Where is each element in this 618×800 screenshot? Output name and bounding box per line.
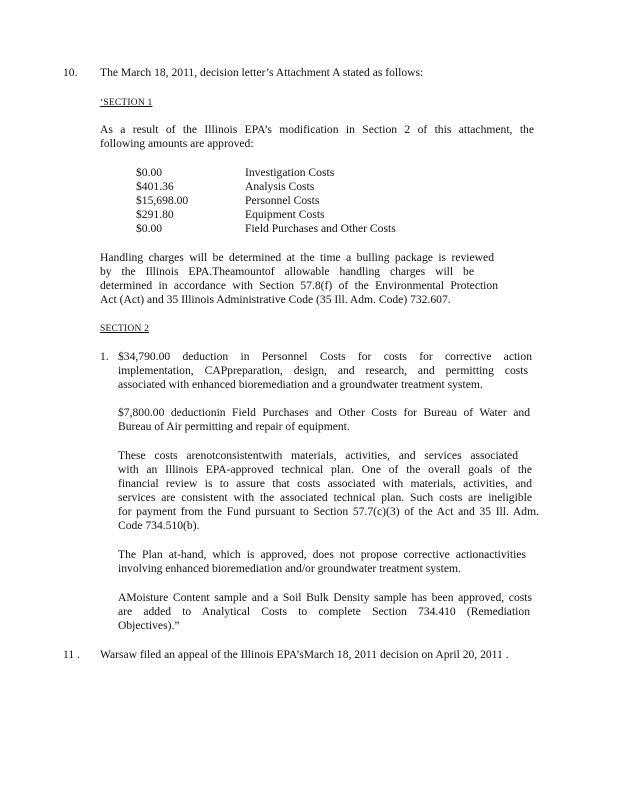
cost-amount: $0.00	[136, 222, 163, 235]
item-10-intro: The March 18, 2011, decision letter’s Attachment A stated as follows:	[100, 66, 424, 79]
section-2-p3-line: with an Illinois EPA-approved technical plan. One of the overall goals of the	[118, 463, 532, 476]
section-2-p4-line: The Plan at-hand, which is approved, does not propose corrective actionactivities	[118, 548, 526, 561]
cost-label: Analysis Costs	[245, 180, 315, 193]
cost-label: Field Purchases and Other Costs	[245, 222, 396, 235]
handling-line: by the Illinois EPA.Theamountof allowable handling charges will be	[100, 265, 474, 278]
section-2-item-number: 1.	[100, 350, 109, 363]
section-2-heading: SECTION 2	[100, 324, 150, 334]
cost-amount: $291.80	[136, 208, 174, 221]
section-2-p4-line: involving enhanced bioremediation and/or groundwater treatment system.	[118, 562, 461, 575]
cost-label: Investigation Costs	[245, 166, 335, 179]
section-1-heading: ‘SECTION 1	[100, 98, 153, 108]
section-2-p5-line: are added to Analytical Costs to complete Section 734.410 (Remediation	[118, 605, 530, 618]
section-2-p5-line: Objectives).”	[118, 619, 180, 632]
item-11-number: 11 .	[63, 648, 80, 661]
section-2-p3-line: for payment from the Fund pursuant to Section 57.7(c)(3) of the Act and 35 Ill. Adm.	[118, 505, 539, 518]
section-2-p1-line: implementation, CAPpreparation, design, and research, and permitting costs	[118, 364, 528, 377]
handling-line: Handling charges will be determined at the time a bulling package is reviewed	[100, 251, 494, 264]
cost-amount: $0.00	[136, 166, 163, 179]
section-2-p3-line: services are consistent with the associated technical plan. Such costs are ineligible	[118, 491, 532, 504]
section-2-p1-line: $34,790.00 deduction in Personnel Costs for costs for corrective action	[118, 350, 532, 363]
cost-amount: $401.36	[136, 180, 174, 193]
section-2-p3-line: These costs arenotconsistentwith materials, activities, and services associated	[118, 449, 518, 462]
section-1-para-line: As a result of the Illinois EPA’s modification in Section 2 of this attachment, the	[100, 123, 534, 136]
item-10-number: 10.	[63, 66, 78, 79]
section-2-p2-line: Bureau of Air permitting and repair of equipment.	[118, 420, 350, 433]
section-2-p2-line: $7,800.00 deductionin Field Purchases and Other Costs for Bureau of Water and	[118, 406, 530, 419]
handling-line: determined in accordance with Section 57.8(f) of the Environmental Protection	[100, 279, 498, 292]
cost-label: Personnel Costs	[245, 194, 320, 207]
cost-amount: $15,698.00	[136, 194, 189, 207]
section-1-para-line: following amounts are approved:	[100, 137, 254, 150]
item-11-text: Warsaw filed an appeal of the Illinois EPA’sMarch 18, 2011 decision on April 20, 2011 .	[100, 648, 509, 661]
section-2-p5-line: AMoisture Content sample and a Soil Bulk Density sample has been approved, costs	[118, 591, 532, 604]
cost-label: Equipment Costs	[245, 208, 325, 221]
section-2-p3-line: financial review is to assure that costs associated with materials, activities, and	[118, 477, 532, 490]
section-2-p3-line: Code 734.510(b).	[118, 519, 200, 532]
handling-line: Act (Act) and 35 Illinois Administrative Code (35 Ill. Adm. Code) 732.607.	[100, 293, 451, 306]
section-2-p1-line: associated with enhanced bioremediation and a groundwater treatment system.	[118, 378, 483, 391]
